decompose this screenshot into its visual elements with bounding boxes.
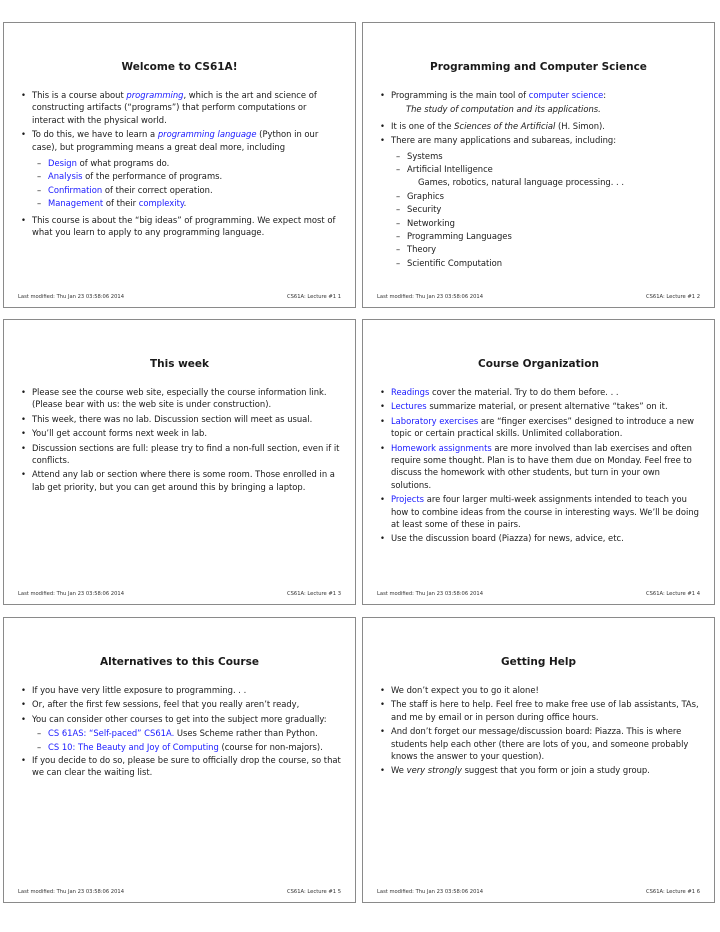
sub-note: Games, robotics, natural language processing. . .: [418, 177, 625, 188]
bullet-item: • Laboratory exercises are “finger exercises” designed to introduce a new topic or certain practical skills. Unlimited collaboration.: [380, 415, 700, 440]
bullet-item: • The staff is here to help. Feel free to make free use of lab assistants, TAs, and me by email or in person during office hours.: [380, 698, 700, 723]
bullet-item: • Projects are four larger multi-week assignments intended to teach you how to combine ideas from the course in interesting ways. We’ll be doing at least some of these in pairs.: [380, 493, 700, 530]
sub-item: – Security: [396, 203, 700, 215]
sub-item: – Theory: [396, 243, 700, 255]
bullet-item: • This week, there was no lab. Discussion section will meet as usual.: [21, 413, 341, 425]
sub-item: – Networking: [396, 217, 700, 229]
bullet-item: • Please see the course web site, especially the course information link. (Please bear with us: the web site is under construction).: [21, 386, 341, 411]
bullet-item: • Discussion sections are full: please try to find a non-full section, even if it conflicts.: [21, 442, 341, 467]
footer-modified: Last modified: Thu Jan 23 03:58:06 2014: [377, 294, 484, 300]
slide-2: [362, 22, 715, 308]
footer-modified: Last modified: Thu Jan 23 03:58:06 2014: [377, 889, 484, 895]
bullet-item: • Homework assignments are more involved than lab exercises and often require some thought. Plan is to have them due on Monday. Feel free to discuss the homework with other students, but turn in your own solutions.: [380, 442, 700, 492]
bullet-item: • To do this, we have to learn a programming language (Python in our case), but programming means a great deal more, including: [21, 128, 341, 153]
sub-item: – Systems: [396, 150, 700, 162]
sub-item: – Management of their complexity.: [37, 197, 341, 209]
slide-body: [21, 89, 341, 240]
bullet-item: • Use the discussion board (Piazza) for news, advice, etc.: [380, 532, 700, 544]
footer-page: CS61A: Lecture #1 2: [646, 294, 700, 300]
highlight-term: programming language: [157, 129, 257, 140]
bullet-item: • If you have very little exposure to programming. . .: [21, 684, 341, 696]
bullet-item: • Or, after the first few sessions, feel that you really aren’t ready,: [21, 698, 341, 710]
bullet-item: • Lectures summarize material, or present alternative “takes” on it.: [380, 400, 700, 412]
slide-title: This week: [149, 358, 210, 370]
footer-page: CS61A: Lecture #1 4: [646, 591, 700, 597]
bullet-item: • You’ll get account forms next week in lab.: [21, 427, 341, 439]
sub-item: – Scientific Computation: [396, 257, 700, 269]
slide-body: [380, 89, 700, 270]
sub-item: – Design of what programs do.: [37, 157, 341, 169]
footer-modified: Last modified: Thu Jan 23 03:58:06 2014: [18, 591, 125, 597]
footer-page: CS61A: Lecture #1 6: [646, 889, 700, 895]
highlight-term: computer science: [528, 90, 604, 100]
bullet-item: • This course is about the “big ideas” of programming. We expect most of what you learn to apply to any programming language.: [21, 214, 341, 239]
footer-modified: Last modified: Thu Jan 23 03:58:06 2014: [18, 889, 125, 895]
sub-item: – CS 61AS: “Self-paced” CS61A. Uses Scheme rather than Python.: [37, 727, 341, 739]
slide-title: Course Organization: [478, 358, 599, 370]
slide-title: Alternatives to this Course: [100, 656, 259, 668]
slide-title: Getting Help: [500, 656, 577, 668]
bullet-item: • We very strongly suggest that you form or join a study group.: [380, 764, 700, 776]
slide-6: [362, 617, 715, 903]
slide-3: [3, 319, 356, 605]
bullet-item: • And don’t forget our message/discussion board: Piazza. This is where students help each other (there are lots of you, and someone probably knows the answer to your question).: [380, 725, 700, 762]
footer-modified: Last modified: Thu Jan 23 03:58:06 2014: [18, 294, 125, 300]
slide-4: [362, 319, 715, 605]
sub-item: – Graphics: [396, 190, 700, 202]
slide-1: [3, 22, 356, 308]
quote: The study of computation and its applications.: [406, 104, 601, 115]
bullet-item: • Attend any lab or section where there is some room. Those enrolled in a lab get priority, but you can get around this by bringing a laptop.: [21, 468, 341, 493]
sub-item: – Programming Languages: [396, 230, 700, 242]
sub-item: – CS 10: The Beauty and Joy of Computing (course for non-majors).: [37, 741, 341, 753]
bullet-item: • There are many applications and subareas, including:: [380, 134, 700, 146]
sub-item: – Confirmation of their correct operation.: [37, 184, 341, 196]
bullet-item: • This is a course about programming, which is the art and science of constructing artifacts (“programs”) that perform computations or interact with the physical world.: [21, 89, 341, 126]
sub-item: – Artificial Intelligence: [396, 163, 700, 175]
slide-title: Welcome to CS61A!: [121, 61, 238, 73]
bullet-item: • It is one of the Sciences of the Artificial (H. Simon).: [380, 120, 700, 132]
slide-body: [21, 684, 341, 781]
sub-item: – Analysis of the performance of programs.: [37, 170, 341, 182]
bullet-item: • Programming is the main tool of computer science:: [380, 89, 700, 101]
bullet-item: • You can consider other courses to get into the subject more gradually:: [21, 713, 341, 725]
footer-page: CS61A: Lecture #1 1: [287, 294, 341, 300]
highlight-term: programming: [126, 90, 184, 100]
bullet-item: • Readings cover the material. Try to do them before. . .: [380, 386, 700, 398]
slide-body: [21, 386, 341, 495]
slide-title: Programming and Computer Science: [430, 61, 647, 73]
bullet-item: • We don’t expect you to go it alone!: [380, 684, 700, 696]
footer-modified: Last modified: Thu Jan 23 03:58:06 2014: [377, 591, 484, 597]
slide-body: [380, 386, 700, 547]
slide-5: [3, 617, 356, 903]
footer-page: CS61A: Lecture #1 5: [287, 889, 341, 895]
bullet-item: • If you decide to do so, please be sure to officially drop the course, so that we can clear the waiting list.: [21, 754, 341, 779]
slide-body: [380, 684, 700, 779]
footer-page: CS61A: Lecture #1 3: [287, 591, 341, 597]
